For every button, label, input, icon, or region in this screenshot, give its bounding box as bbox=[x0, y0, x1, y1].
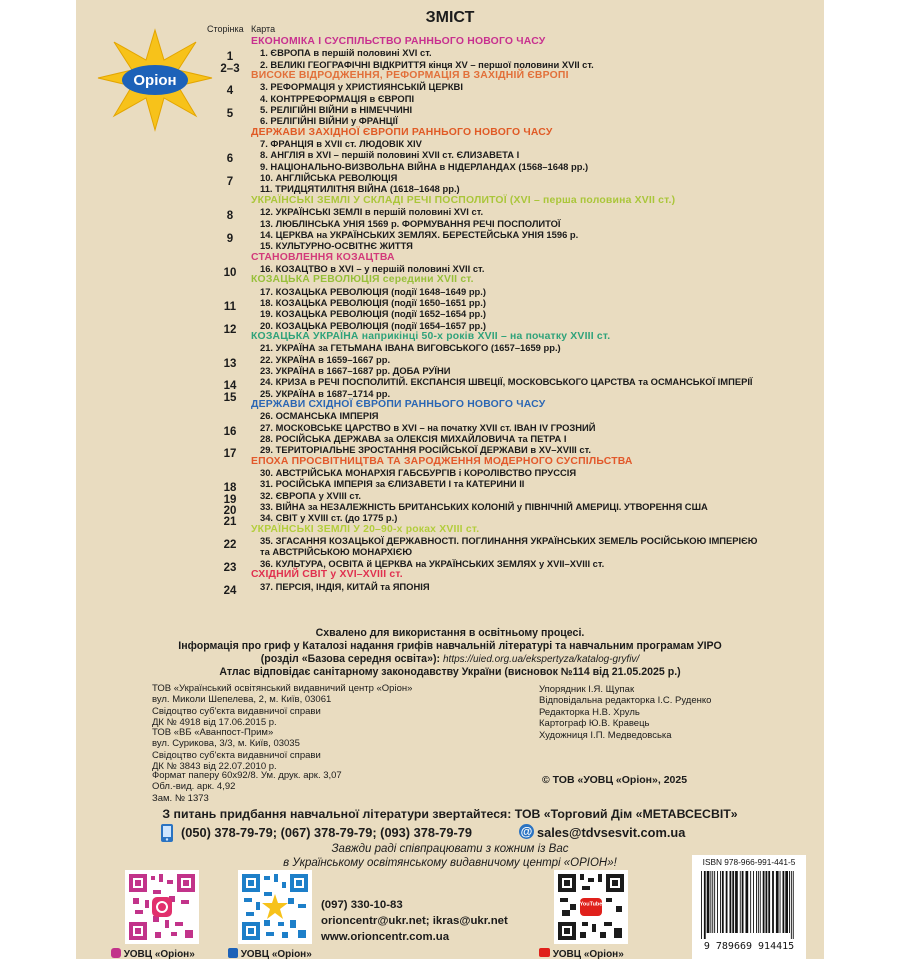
toc-item bbox=[76, 489, 824, 506]
barcode-bar bbox=[746, 871, 749, 933]
sanitary-compliance-line: Атлас відповідає санітарному законодавству України (висновок №114 від 21.05.2025 р.) bbox=[219, 666, 681, 678]
map-title: 17. КОЗАЦЬКА РЕВОЛЮЦІЯ (події 1648–1649 рр.) bbox=[260, 285, 487, 297]
toc-section bbox=[76, 524, 824, 535]
orion-contacts bbox=[321, 897, 508, 945]
section-heading: СТАНОВЛЕННЯ КОЗАЦТВА bbox=[251, 251, 395, 263]
map-title: 12. УКРАЇНСЬКІ ЗЕМЛІ в першій половині XVI ст. bbox=[260, 206, 484, 218]
toc-section bbox=[76, 569, 824, 580]
toc-item bbox=[76, 183, 824, 194]
page-number: 21 bbox=[223, 516, 237, 529]
toc-item bbox=[76, 138, 824, 149]
facebook-handle[interactable] bbox=[228, 948, 312, 959]
section-heading: УКРАЇНСЬКІ ЗЕМЛІ У СКЛАДІ РЕЧІ ПОСПОЛИТОЇ (XVI – перша половина XVII ст.) bbox=[251, 194, 676, 206]
print-format-info bbox=[152, 770, 342, 804]
barcode-bar bbox=[768, 871, 770, 933]
facebook-qr-code[interactable] bbox=[238, 870, 312, 944]
barcode-bar bbox=[701, 871, 702, 939]
map-title: 21. УКРАЇНА за ГЕТЬМАНА ІВАНА ВИГОВСЬКОГО (1657–1659 рр.) bbox=[260, 342, 561, 354]
barcode-bar bbox=[760, 871, 761, 933]
map-title: та АВСТРІЙСЬКОЮ МОНАРХІЄЮ bbox=[260, 546, 412, 558]
printer-info bbox=[152, 727, 321, 773]
tagline-line: Завжди раді співпрацювати з кожним із Вас bbox=[331, 843, 569, 855]
barcode-bar bbox=[742, 871, 744, 933]
map-title: 31. РОСІЙСЬКА ІМПЕРІЯ за ЄЛИЗАВЕТИ I та КАТЕРИНИ II bbox=[260, 478, 525, 490]
page-number: 11 bbox=[223, 300, 237, 313]
approval-block bbox=[76, 627, 824, 679]
section-heading: КОЗАЦЬКА УКРАЇНА наприкінці 50-х років XVII – на початку XVIII ст. bbox=[251, 330, 611, 342]
toc-section bbox=[76, 36, 824, 47]
barcode-bar bbox=[726, 871, 728, 933]
map-title: 9. НАЦІОНАЛЬНО-ВИЗВОЛЬНА ВІЙНА в НІДЕРЛАНДАХ (1568–1648 рр.) bbox=[260, 160, 589, 172]
youtube-label: YouTube bbox=[579, 901, 603, 908]
barcode-bar bbox=[750, 871, 751, 933]
map-title: 23. УКРАЇНА в 1667–1687 рр. ДОБА РУЇНИ bbox=[260, 364, 451, 376]
map-title: 34. СВІТ у XVIII ст. (до 1775 р.) bbox=[260, 512, 398, 524]
map-title: 32. ЄВРОПА у XVIII ст. bbox=[260, 489, 361, 501]
publisher-info bbox=[152, 683, 412, 729]
toc-item bbox=[76, 161, 824, 172]
barcode-bar bbox=[780, 871, 781, 933]
purchase-contacts-title: З питань придбання навчальної літератури звертайтеся: ТОВ «Торговий Дім «МЕТАВСЕСВІТ» bbox=[162, 807, 738, 821]
page-number: 12 bbox=[223, 323, 237, 336]
barcode-bar bbox=[735, 871, 738, 933]
map-title: 35. ЗГАСАННЯ КОЗАЦЬКОЇ ДЕРЖАВНОСТІ. ПОГЛИНАННЯ УКРАЇНСЬКИХ ЗЕМЕЛЬ РОСІЙСЬКОЮ ІМПЕРІЄЮ bbox=[260, 535, 758, 547]
facebook-icon bbox=[228, 948, 238, 958]
printer-line: ТОВ «ВБ «Аванпост-Прим» bbox=[152, 727, 274, 738]
toc-item bbox=[76, 228, 824, 245]
map-title: 10. АНГЛІЙСЬКА РЕВОЛЮЦІЯ bbox=[260, 172, 398, 184]
credit-line: Картограф Ю.В. Кравець bbox=[539, 718, 650, 730]
map-title: 4. КОНТРРЕФОРМАЦІЯ в ЄВРОПІ bbox=[260, 92, 415, 104]
map-title: 11. ТРИДЦЯТИЛІТНЯ ВІЙНА (1618–1648 рр.) bbox=[260, 183, 460, 195]
toc-item bbox=[76, 580, 824, 597]
section-heading: КОЗАЦЬКА РЕВОЛЮЦІЯ середини XVII ст. bbox=[251, 274, 474, 286]
barcode-digits: 9 789669 914415 bbox=[703, 941, 795, 952]
barcode-bar bbox=[704, 871, 706, 939]
youtube-handle[interactable] bbox=[539, 948, 624, 959]
map-title: 28. РОСІЙСЬКА ДЕРЖАВА за ОЛЕКСІЯ МИХАЙЛОВИЧА та ПЕТРА I bbox=[260, 433, 567, 445]
printer-line: ДК № 3843 від 22.07.2010 р. bbox=[152, 761, 277, 773]
format-line: Обл.-вид. арк. 4,92 bbox=[152, 781, 236, 793]
format-line: Зам. № 1373 bbox=[152, 792, 209, 804]
phone-icon bbox=[160, 823, 174, 843]
credit-line: Редакторка Н.В. Хруль bbox=[539, 706, 640, 718]
page-number: 6 bbox=[226, 153, 234, 166]
map-title: 24. КРИЗА в РЕЧІ ПОСПОЛИТІЙ. ЕКСПАНСІЯ ШВЕЦІЇ, МОСКОВСЬКОГО ЦАРСТВА та ОСМАНСЬКОЇ ІМПЕРІЇ bbox=[260, 376, 753, 388]
instagram-handle[interactable] bbox=[111, 948, 195, 959]
section-heading: ДЕРЖАВИ ЗАХІДНОЇ ЄВРОПИ РАННЬОГО НОВОГО ЧАСУ bbox=[251, 126, 553, 138]
toc-item bbox=[76, 546, 824, 557]
publisher-line: ТОВ «Український освітянський видавничий центр «Оріон» bbox=[152, 683, 413, 694]
page-number: 7 bbox=[226, 176, 234, 189]
format-line: Формат паперу 60х92/8. Ум. друк. арк. 3,07 bbox=[152, 770, 342, 781]
column-header-page: Сторінка bbox=[207, 24, 244, 34]
section-heading: СХІДНИЙ СВІТ у XVI–XVIII ст. bbox=[251, 569, 403, 581]
barcode-bar bbox=[730, 871, 732, 933]
credits bbox=[539, 684, 711, 741]
map-title: 29. ТЕРИТОРІАЛЬНЕ ЗРОСТАННЯ РОСІЙСЬКОЇ ДЕРЖАВИ в XV–XVIII ст. bbox=[260, 444, 591, 456]
toc-item bbox=[76, 421, 824, 438]
toc-section bbox=[76, 127, 824, 138]
map-title: 26. ОСМАНСЬКА ІМПЕРІЯ bbox=[260, 410, 379, 422]
approval-line: Схвалено для використання в освітньому процесі. bbox=[315, 627, 585, 639]
map-title: 20. КОЗАЦЬКА РЕВОЛЮЦІЯ (події 1654–1657 рр.) bbox=[260, 319, 487, 331]
toc-item bbox=[76, 58, 824, 75]
orion-website[interactable]: www.orioncentr.com.ua bbox=[321, 931, 450, 943]
map-title: 1. ЄВРОПА в першій половині XVI ст. bbox=[260, 47, 432, 59]
barcode-bar bbox=[772, 871, 774, 933]
toc-item bbox=[76, 365, 824, 376]
map-title: 6. РЕЛІГІЙНІ ВІЙНИ у ФРАНЦІЇ bbox=[260, 115, 398, 127]
instagram-label: УОВЦ «Оріон» bbox=[123, 949, 195, 959]
sales-phones: (050) 378-79-79; (067) 378-79-79; (093) 378-79-79 bbox=[181, 825, 472, 840]
toc-item bbox=[76, 286, 824, 297]
youtube-icon bbox=[539, 948, 550, 957]
approval-line: (розділ «Базова середня освіта»): bbox=[260, 653, 441, 665]
toc-section bbox=[76, 399, 824, 410]
toc-item bbox=[76, 262, 824, 279]
map-title: 30. АВСТРІЙСЬКА МОНАРХІЯ ГАБСБУРГІВ і КОРОЛІВСТВО ПРУССІЯ bbox=[260, 467, 577, 479]
tagline-line: в Українському освітянському видавничому центрі «ОРІОН»! bbox=[283, 856, 617, 869]
map-title: 33. ВІЙНА за НЕЗАЛЕЖНІСТЬ БРИТАНСЬКИХ КОЛОНІЙ у ПІВНІЧНІЙ АМЕРИЦІ. УТВОРЕННЯ США bbox=[260, 501, 708, 513]
svg-text:@: @ bbox=[520, 824, 533, 839]
toc-section bbox=[76, 70, 824, 81]
printer-line: вул. Сурикова, 3/3, м. Київ, 03035 bbox=[152, 738, 300, 750]
orion-emails[interactable]: orioncentr@ukr.net; ikras@ukr.net bbox=[321, 915, 508, 927]
orion-phone: (097) 330-10-83 bbox=[321, 899, 403, 911]
page-number: 16 bbox=[223, 425, 237, 438]
section-heading: УКРАЇНСЬКІ ЗЕМЛІ У 20–90-х роках XVIII ст. bbox=[251, 523, 480, 535]
section-heading: ЕПОХА ПРОСВІТНИЦТВА ТА ЗАРОДЖЕННЯ МОДЕРНОГО СУСПІЛЬСТВА bbox=[251, 455, 633, 467]
page-number: 2–3 bbox=[220, 62, 240, 75]
atlas-back-cover bbox=[76, 0, 824, 959]
toc-item bbox=[76, 218, 824, 229]
isbn-number: ISBN 978-966-991-441-5 bbox=[702, 857, 796, 867]
facebook-label: УОВЦ «Оріон» bbox=[240, 949, 312, 959]
map-title: 13. ЛЮБЛІНСЬКА УНІЯ 1569 р. ФОРМУВАННЯ РЕЧІ ПОСПОЛИТОЇ bbox=[260, 217, 561, 229]
page-number: 13 bbox=[223, 357, 237, 370]
toc-section bbox=[76, 195, 824, 206]
barcode-bar bbox=[763, 871, 765, 933]
logo-text: Оріон bbox=[133, 72, 177, 89]
map-title: 16. КОЗАЦТВО в XVI – у першій половині XVII ст. bbox=[260, 262, 485, 274]
barcode-bar bbox=[732, 871, 734, 933]
toc-item bbox=[76, 93, 824, 104]
toc-item bbox=[76, 433, 824, 444]
page-number: 17 bbox=[223, 448, 237, 461]
youtube-qr-code[interactable] bbox=[554, 870, 628, 944]
column-header-map: Карта bbox=[251, 24, 276, 34]
isbn-barcode-box bbox=[692, 855, 806, 959]
barcode-bar bbox=[758, 871, 759, 933]
instagram-icon bbox=[111, 948, 121, 958]
youtube-channel-label: УОВЦ «Оріон» bbox=[552, 949, 624, 959]
toc-section bbox=[76, 331, 824, 342]
map-title: 18. КОЗАЦЬКА РЕВОЛЮЦІЯ (події 1650–1651 рр.) bbox=[260, 296, 487, 308]
toc-section bbox=[76, 274, 824, 285]
barcode-bar bbox=[717, 871, 718, 933]
table-of-contents bbox=[76, 36, 824, 597]
barcode-bar bbox=[785, 871, 788, 933]
section-heading: ДЕРЖАВИ СХІДНОЇ ЄВРОПИ РАННЬОГО НОВОГО ЧАСУ bbox=[251, 399, 546, 410]
page-number: 20 bbox=[223, 505, 237, 518]
map-title: 14. ЦЕРКВА на УКРАЇНСЬКИХ ЗЕМЛЯХ. БЕРЕСТЕЙСЬКА УНІЯ 1596 р. bbox=[260, 228, 579, 240]
page-number: 5 bbox=[226, 108, 234, 121]
publisher-line: ДК № 4918 від 17.06.2015 р. bbox=[152, 717, 277, 729]
instagram-qr-code[interactable] bbox=[125, 870, 199, 944]
barcode-bar bbox=[722, 871, 724, 933]
map-title: 37. ПЕРСІЯ, ІНДІЯ, КИТАЙ та ЯПОНІЯ bbox=[260, 580, 430, 592]
barcode-bar bbox=[714, 871, 715, 933]
barcode-bar bbox=[791, 871, 792, 939]
barcode-bar bbox=[789, 871, 790, 933]
page-number: 10 bbox=[223, 266, 237, 279]
toc-item bbox=[76, 410, 824, 421]
barcode-bar bbox=[756, 871, 757, 933]
catalog-url: https://uied.org.ua/ekspertyza/katalog-gryfiv/ bbox=[442, 654, 640, 665]
barcode bbox=[699, 871, 799, 939]
page-title: ЗМІСТ bbox=[425, 9, 475, 26]
copyright: © ТОВ «УОВЦ «Оріон», 2025 bbox=[542, 774, 688, 786]
toc-item bbox=[76, 115, 824, 126]
page-number: 14 bbox=[223, 380, 237, 393]
page-number: 1 bbox=[226, 51, 234, 64]
toc-item bbox=[76, 387, 824, 404]
page-number: 23 bbox=[223, 561, 237, 574]
toc-item bbox=[76, 467, 824, 478]
printer-line: Свідоцтво суб'єкта видавничої справи bbox=[152, 749, 321, 761]
barcode-bar bbox=[793, 871, 794, 939]
map-title: 8. АНГЛІЯ в XVI – першій половині XVII ст. ЄЛИЗАВЕТА I bbox=[260, 149, 520, 161]
page-number: 18 bbox=[223, 482, 237, 495]
barcode-bar bbox=[766, 871, 768, 933]
publisher-line: Свідоцтво суб'єкта видавничої справи bbox=[152, 705, 321, 717]
barcode-bar bbox=[712, 871, 713, 933]
map-title: 25. УКРАЇНА в 1687–1714 рр. bbox=[260, 387, 391, 399]
publisher-line: вул. Миколи Шепелева, 2, м. Київ, 03061 bbox=[152, 694, 332, 706]
toc-item bbox=[76, 342, 824, 353]
credit-line: Художниця І.П. Медведовська bbox=[539, 729, 672, 741]
page-number: 22 bbox=[223, 539, 237, 552]
map-title: 27. МОСКОВСЬКЕ ЦАРСТВО в XVI – на початку XVII ст. ІВАН IV ГРОЗНИЙ bbox=[260, 421, 596, 433]
map-title: 15. КУЛЬТУРНО-ОСВІТНЄ ЖИТТЯ bbox=[260, 240, 413, 252]
page-number: 9 bbox=[226, 232, 234, 245]
map-title: 19. КОЗАЦЬКА РЕВОЛЮЦІЯ (події 1652–1654 рр.) bbox=[260, 308, 487, 320]
barcode-bar bbox=[783, 871, 785, 933]
page-number: 8 bbox=[226, 210, 234, 223]
page-number: 4 bbox=[226, 85, 234, 98]
map-title: 5. РЕЛІГІЙНІ ВІЙНИ в НІМЕЧЧИНІ bbox=[260, 104, 413, 116]
credit-line: Відповідальна редакторка І.С. Руденко bbox=[539, 695, 712, 707]
map-title: 36. КУЛЬТУРА, ОСВІТА й ЦЕРКВА на УКРАЇНСЬКИХ ЗЕМЛЯХ у XVII–XVIII ст. bbox=[260, 557, 605, 569]
toc-section bbox=[76, 252, 824, 263]
toc-item bbox=[76, 240, 824, 251]
toc-item bbox=[76, 557, 824, 574]
barcode-bar bbox=[776, 871, 779, 933]
page-number: 24 bbox=[223, 584, 237, 597]
section-heading: ВИСОКЕ ВІДРОДЖЕННЯ, РЕФОРМАЦІЯ В ЗАХІДНІЙ ЄВРОПІ bbox=[251, 70, 569, 82]
at-sign-icon bbox=[518, 823, 535, 840]
approval-line: Інформація про гриф у Каталозі надання грифів навчальній літературі та навчальним програмам УІРО bbox=[178, 640, 722, 652]
toc-section bbox=[76, 456, 824, 467]
credit-line: Упорядник І.Я. Щупак bbox=[539, 684, 635, 695]
section-heading: ЕКОНОМІКА І СУСПІЛЬСТВО РАННЬОГО НОВОГО ЧАСУ bbox=[251, 36, 546, 47]
toc-item bbox=[76, 308, 824, 319]
map-title: 3. РЕФОРМАЦІЯ у ХРИСТИЯНСЬКІЙ ЦЕРКВІ bbox=[260, 81, 463, 93]
toc-item bbox=[76, 296, 824, 313]
map-title: 2. ВЕЛИКІ ГЕОГРАФІЧНІ ВІДКРИТТЯ кінця XV – першої половини XVII ст. bbox=[260, 58, 594, 70]
sales-email[interactable]: sales@tdvsesvit.com.ua bbox=[537, 825, 686, 840]
barcode-bar bbox=[740, 871, 741, 933]
barcode-bar bbox=[753, 871, 754, 933]
page-number: 15 bbox=[223, 391, 237, 404]
barcode-bar bbox=[710, 871, 711, 933]
barcode-bar bbox=[707, 871, 710, 933]
map-title: 7. ФРАНЦІЯ в XVII ст. ЛЮДОВІК XIV bbox=[260, 138, 422, 150]
barcode-bar bbox=[720, 871, 721, 933]
map-title: 22. УКРАЇНА в 1659–1667 рр. bbox=[260, 353, 391, 365]
page-number: 19 bbox=[223, 493, 237, 506]
